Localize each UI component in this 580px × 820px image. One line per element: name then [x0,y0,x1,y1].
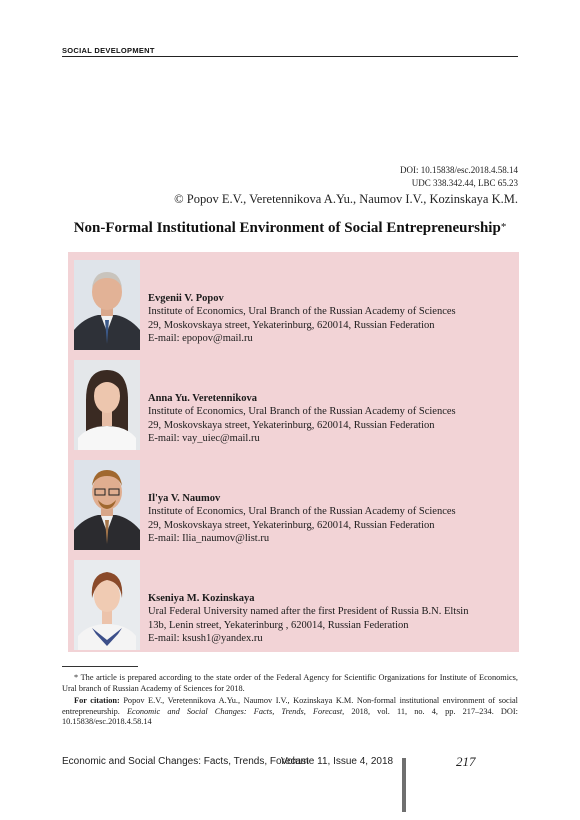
author-address: 29, Moskovskaya street, Yekaterinburg, 620014, Russian Federation [148,419,435,431]
page-number: 217 [456,754,476,769]
author-photo-popov [74,260,140,350]
citation-journal: Economic and Social Changes: Facts, Trends, Forecast [126,706,343,716]
author-address: 29, Moskovskaya street, Yekaterinburg, 620014, Russian Federation [148,319,435,331]
author-name: Kseniya M. Kozinskaya [148,593,255,604]
author-card [68,352,519,452]
author-affiliation: Institute of Economics, Ural Branch of the Russian Academy of Sciences [148,306,456,318]
author-info [148,392,456,446]
footer-journal: Economic and Social Changes: Facts, Trends, Forecast [62,756,309,767]
footnote-note: * The article is prepared according to the state order of the Federal Agency for Scientific Organizations for Institute of Economics, Ural branch of Russian Academy of Sciences for 2018. [62,673,518,693]
section-header: SOCIAL DEVELOPMENT [62,46,155,55]
author-email: E-mail: Ilia_naumov@list.ru [148,533,270,545]
author-affiliation: Institute of Economics, Ural Branch of the Russian Academy of Sciences [148,506,456,518]
author-affiliation: Institute of Economics, Ural Branch of the Russian Academy of Sciences [148,406,456,418]
footnote-rule [62,666,138,667]
footer-divider-bar [402,758,406,812]
article-title [0,220,580,237]
author-card [68,452,519,552]
author-photo-naumov [74,460,140,550]
author-affiliation: Ural Federal University named after the first President of Russia B.N. Eltsin [148,606,469,618]
author-info [148,592,468,646]
udc-line: UDC 338.342.44, LBC 65.23 [411,178,518,188]
authors-panel [68,252,519,652]
article-title-text: Non-Formal Institutional Environment of Social Entrepreneurship [73,220,501,236]
footer-volume: Volume 11, Issue 4, 2018 [281,756,394,767]
author-card [68,252,519,352]
author-name: Anna Yu. Veretennikova [148,393,258,404]
copyright-authors: © Popov E.V., Veretennikova A.Yu., Naumov I.V., Kozinskaya K.M. [174,192,518,206]
author-name: Il'ya V. Naumov [148,493,221,504]
author-email: E-mail: ksush1@yandex.ru [148,633,263,645]
author-address: 29, Moskovskaya street, Yekaterinburg, 620014, Russian Federation [148,519,435,531]
citation-text: Popov E.V., Veretennikova A.Yu., Naumov I.V., Kozinskaya K.M. Non-formal institutional environment of social entrepreneurship. [62,696,518,716]
footnote-citation [62,696,518,728]
header-rule [62,56,518,57]
author-email: E-mail: vay_uiec@mail.ru [148,433,260,445]
author-photo-veretennikova [74,360,140,450]
doi-line: DOI: 10.15838/esc.2018.4.58.14 [400,165,518,175]
author-photo-kozinskaya [74,560,140,650]
author-email: E-mail: epopov@mail.ru [148,333,253,345]
citation-label: For citation: [74,696,120,705]
author-info [148,492,456,546]
author-address: 13b, Lenin street, Yekaterinburg , 620014, Russian Federation [148,619,409,631]
author-info [148,292,456,346]
author-card [68,552,519,652]
title-footnote-mark: * [500,221,507,233]
author-name: Evgenii V. Popov [148,293,224,304]
citation-details: , 2018, vol. 11, no. 4, pp. 217–234. DOI: 10.15838/esc.2018.4.58.14 [62,706,518,727]
